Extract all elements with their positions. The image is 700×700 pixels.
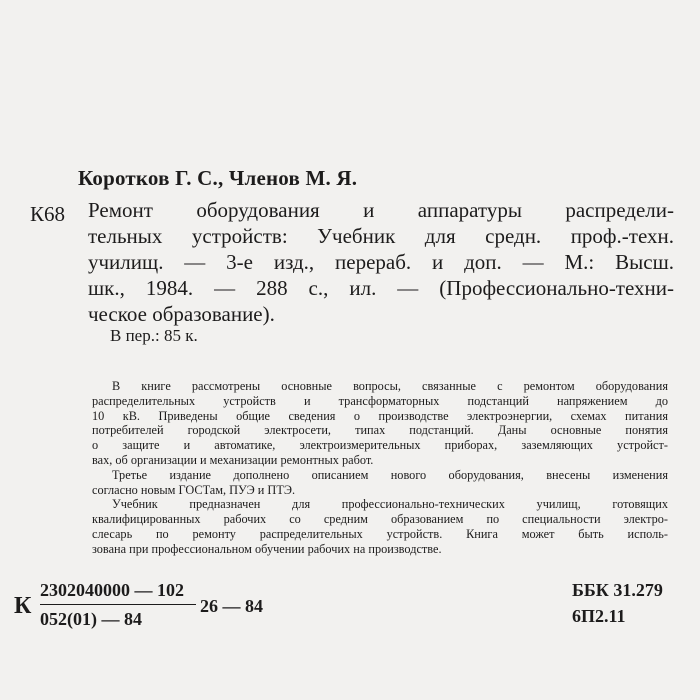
abstract-line: Третье издание дополнено описанием нового оборудования, внесены изменения bbox=[112, 467, 668, 482]
index-denominator: 052(01) — 84 bbox=[40, 609, 142, 629]
authors-heading: Коротков Г. С., Членов М. Я. bbox=[78, 166, 358, 190]
abstract-line: потребителей городской электросети, типах подстанций. Даны основные понятия bbox=[92, 423, 668, 438]
price-label: В пер.: 85 к. bbox=[110, 326, 198, 345]
entry-line: тельных устройств: Учебник для средн. проф.-техн. bbox=[88, 224, 674, 248]
abstract-line: В книге рассмотрены основные вопросы, связанные с ремонтом оборудования bbox=[112, 379, 668, 393]
abstract-line: Учебник предназначен для профессионально-технических училищ, готовящих bbox=[112, 497, 668, 512]
index-letter: К bbox=[14, 593, 32, 619]
entry-line: шк., 1984. — 288 с., ил. — (Профессионально-техни- bbox=[88, 276, 674, 300]
abstract-text bbox=[92, 379, 668, 557]
bibliographic-entry bbox=[88, 197, 674, 327]
index-numerator: 2302040000 — 102 bbox=[40, 580, 184, 600]
bbk-code: ББК 31.279 bbox=[572, 580, 663, 600]
udc-code: 6П2.11 bbox=[572, 606, 626, 626]
entry-line: Ремонт оборудования и аппаратуры распредели- bbox=[88, 198, 674, 222]
abstract-line: зована при профессиональном обучении рабочих на производстве. bbox=[92, 541, 442, 556]
abstract-line: о защите и автоматике, электроизмерительных приборах, заземляющих устройст- bbox=[92, 438, 668, 453]
abstract-line: 10 кВ. Приведены общие сведения о производстве электроэнергии, схемах питания bbox=[92, 408, 668, 423]
author-code: К68 bbox=[30, 202, 66, 226]
abstract-line: вах, об организации и механизации ремонтных работ. bbox=[92, 452, 374, 467]
entry-line: ческое образование). bbox=[88, 302, 275, 326]
abstract-line: квалифицированных рабочих со средним образованием по специальности электро- bbox=[92, 512, 668, 527]
abstract-line: слесарь по ремонту распределительных устройств. Книга может быть исполь- bbox=[92, 526, 668, 541]
entry-line: училищ. — 3-е изд., перераб. и доп. — М.: Высш. bbox=[88, 250, 674, 274]
abstract-line: согласно новым ГОСТам, ПУЭ и ПТЭ. bbox=[92, 482, 296, 497]
index-suffix: 26 — 84 bbox=[200, 596, 263, 616]
fraction-rule bbox=[40, 604, 196, 605]
abstract-line: распределительных устройств и трансформаторных подстанций напряжением до bbox=[92, 393, 668, 408]
